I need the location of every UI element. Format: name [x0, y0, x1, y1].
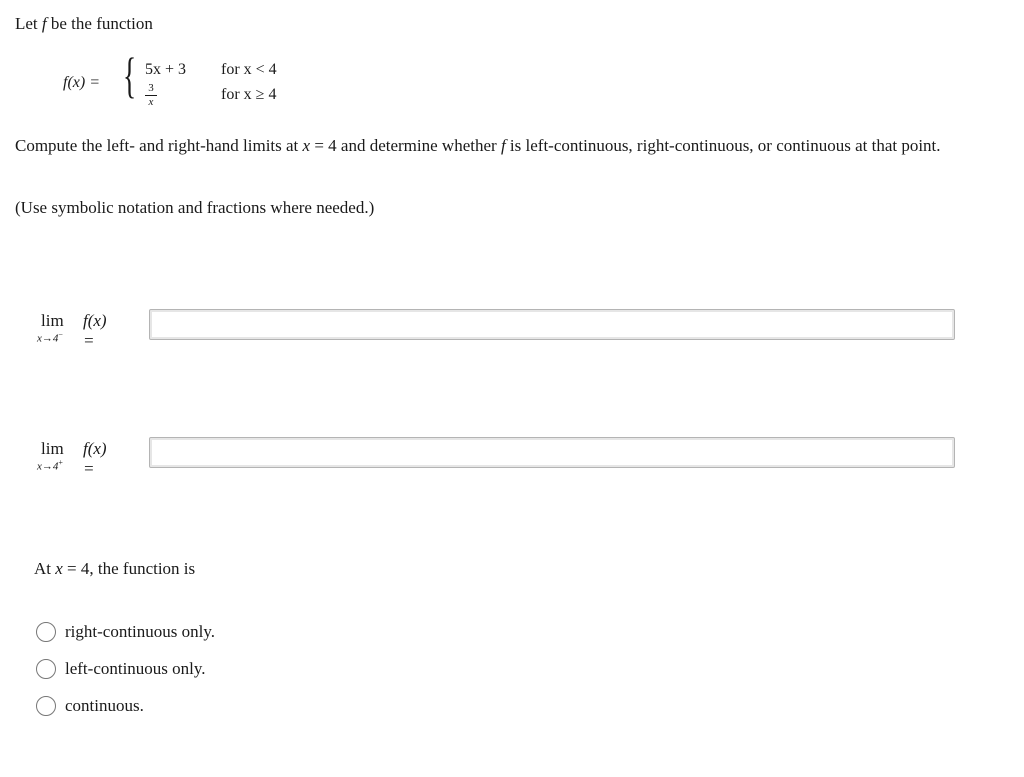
piece2-fraction	[145, 83, 157, 108]
piece1-expression: 5x + 3	[145, 61, 187, 78]
continuity-prompt: At x = 4, the function is	[34, 559, 196, 578]
lim-word: lim	[41, 439, 64, 458]
piece2-condition: for x ≥ 4	[221, 86, 277, 103]
lim-function: f(x) =	[83, 439, 107, 478]
question-text: Compute the left- and right-hand limits at x = 4 and determine whether f is left-continuous, right-continuous, or continuous at that point.	[15, 136, 941, 155]
intro-text: Let f be the function	[15, 14, 153, 33]
fraction-denominator: x	[148, 96, 154, 108]
right-limit-input[interactable]	[149, 437, 955, 468]
intro-var-f: f	[41, 14, 47, 33]
lim-subscript: x→4−	[37, 330, 63, 345]
option-label: left-continuous only.	[65, 659, 206, 678]
left-limit-input[interactable]	[149, 309, 955, 340]
fraction-numerator: 3	[145, 83, 157, 96]
lim-word: lim	[41, 311, 64, 330]
option-label: right-continuous only.	[65, 622, 215, 641]
radio-button[interactable]	[36, 622, 56, 642]
radio-button[interactable]	[36, 659, 56, 679]
option-continuous[interactable]	[36, 694, 144, 718]
piece1-condition: for x < 4	[221, 61, 277, 78]
lim-function: f(x) =	[83, 311, 107, 350]
option-label: continuous.	[65, 696, 144, 715]
lim-subscript: x→4+	[37, 458, 63, 473]
option-left-continuous[interactable]	[36, 657, 206, 681]
radio-button[interactable]	[36, 696, 56, 716]
function-label: f(x) =	[63, 74, 100, 91]
piecewise-brace: {	[123, 47, 137, 103]
hint-text: (Use symbolic notation and fractions where needed.)	[15, 198, 375, 217]
option-right-continuous[interactable]	[36, 620, 215, 644]
